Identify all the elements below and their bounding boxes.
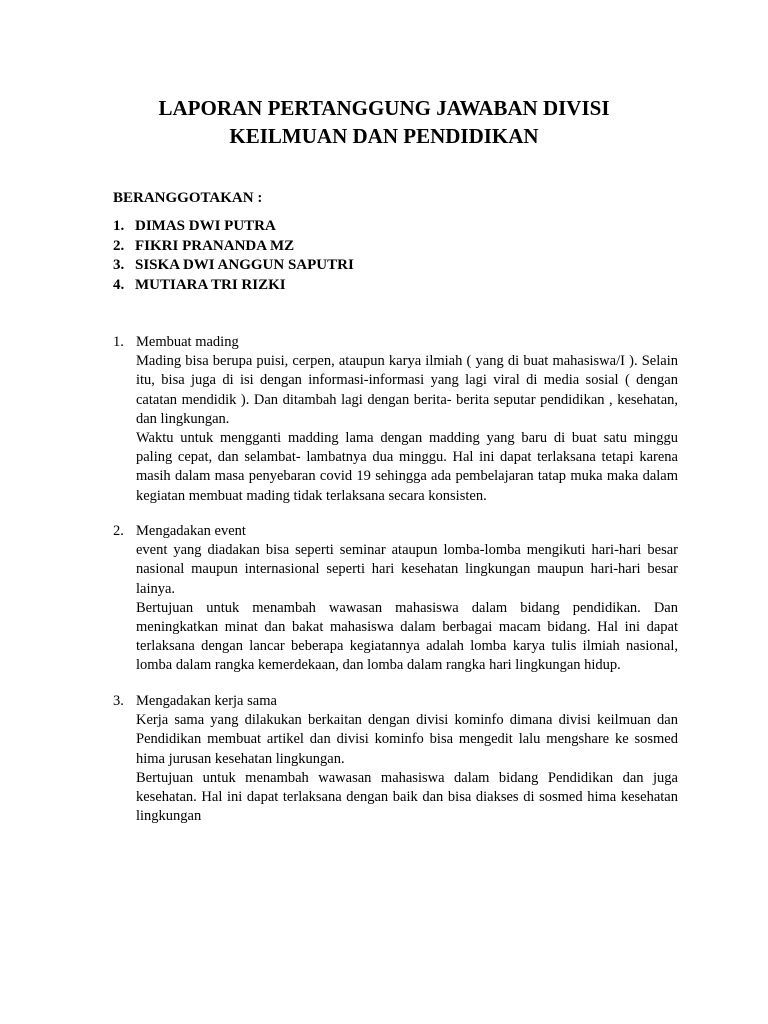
- members-list: [113, 217, 354, 295]
- member-number: 4.: [113, 276, 125, 293]
- section-body: [136, 352, 678, 506]
- member-name: DIMAS DWI PUTRA: [135, 218, 276, 234]
- members-heading: BERANGGOTAKAN :: [113, 190, 263, 206]
- member-item: [113, 217, 354, 237]
- section-title: Mengadakan event: [136, 523, 246, 539]
- section-mengadakan-event: [113, 522, 678, 676]
- section-membuat-mading: [113, 333, 678, 506]
- section-title: Membuat mading: [136, 334, 239, 350]
- document-title: [0, 94, 768, 150]
- member-number: 3.: [113, 257, 125, 273]
- paragraph: Mading bisa berupa puisi, cerpen, ataupun karya ilmiah ( yang di buat mahasiswa/I ). Selain itu, bisa juga di isi dengan informasi-informasi yang lagi viral di media sosial ( dengan catatan mendidik ). Dan ditambah lagi dengan berita- berita seputar pendidikan , kesehatan, dan lingkungan.: [136, 353, 678, 427]
- section-heading: [113, 692, 678, 711]
- section-mengadakan-kerja-sama: [113, 692, 678, 826]
- title-line-2: KEILMUAN DAN PENDIDIKAN: [229, 124, 539, 148]
- member-number: 2.: [113, 237, 125, 254]
- member-number: 1.: [113, 218, 125, 234]
- member-name: MUTIARA TRI RIZKI: [135, 276, 286, 293]
- section-body: [136, 541, 678, 675]
- member-name: SISKA DWI ANGGUN SAPUTRI: [135, 257, 354, 273]
- paragraph: Waktu untuk mengganti madding lama dengan madding yang baru di buat satu minggu paling cepat, dan selambat- lambatnya dua minggu. Hal ini dapat terlaksana tetapi karena masih dalam masa penyebaran covid 19 sehingga ada pembelajaran tatap muka maka dalam kegiatan membuat mading tidak terlaksana secara konsisten.: [136, 430, 678, 504]
- paragraph: event yang diadakan bisa seperti seminar ataupun lomba-lomba mengikuti hari-hari besar nasional maupun internasional seperti hari kesehatan lingkungan maupun hari-hari besar lainya.: [136, 542, 678, 597]
- member-item: [113, 237, 354, 257]
- member-item: [113, 276, 354, 296]
- section-heading: [113, 522, 678, 541]
- section-number: 1.: [113, 334, 124, 350]
- section-title: Mengadakan kerja sama: [136, 693, 277, 709]
- title-line-1: LAPORAN PERTANGGUNG JAWABAN DIVISI: [158, 96, 610, 120]
- section-heading: [113, 333, 678, 352]
- member-item: [113, 256, 354, 276]
- member-name: FIKRI PRANANDA MZ: [135, 237, 295, 254]
- paragraph: Bertujuan untuk menambah wawasan mahasiswa dalam bidang Pendidikan dan juga kesehatan. Hal ini dapat terlaksana dengan baik dan bisa diakses di sosmed hima kesehatan lingkungan: [136, 769, 678, 825]
- section-body: [136, 711, 678, 826]
- section-number: 3.: [113, 693, 124, 709]
- section-number: 2.: [113, 523, 124, 539]
- paragraph: Bertujuan untuk menambah wawasan mahasiswa dalam bidang pendidikan. Dan meningkatkan minat dan bakat mahasiswa dalam berbagai macam bidang. Hal ini dapat terlaksana dengan lancar beberapa kegiatannya adalah lomba karya tulis ilmiah nasional, lomba dalam rangka kemerdekaan, dan lomba dalam rangka hari lingkungan hidup.: [136, 599, 678, 674]
- paragraph: Kerja sama yang dilakukan berkaitan dengan divisi kominfo dimana divisi keilmuan dan Pendidikan membuat artikel dan divisi kominfo bisa mengedit lalu mengshare ke sosmed hima jurusan kesehatan lingkungan.: [136, 712, 678, 767]
